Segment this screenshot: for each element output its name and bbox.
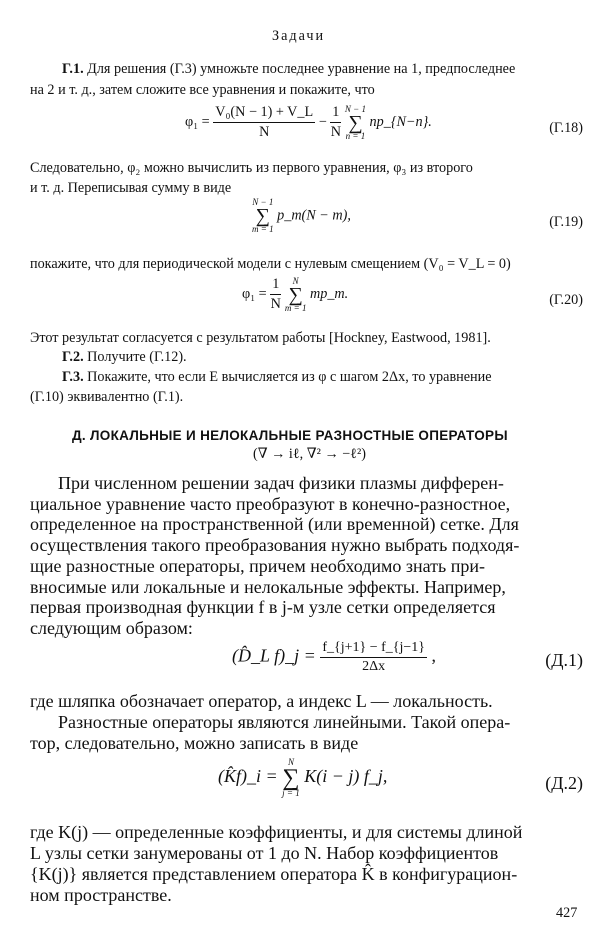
para3-line: ном пространстве.: [30, 885, 172, 905]
paragraph-2: [30, 691, 584, 754]
problem-g1-line2: на 2 и т. д., затем сложите все уравнения и покажите, что: [30, 82, 375, 98]
page-header: Задачи: [272, 28, 326, 44]
para3-line: {K(j)} является представлением оператора K̂ в конфигурацион-: [30, 864, 518, 884]
eq18-term: np_{N−n}.: [369, 113, 432, 130]
para2-line: тор, следовательно, можно записать в виде: [30, 733, 359, 753]
para1-line: первая производная функции f в j-м узле сетки определяется: [30, 597, 496, 618]
para2-line: Разностные операторы являются линейными. Такой опера-: [58, 712, 511, 732]
equation-g18: φ₁ = $\frac{\text{V₀(N − 1) + V\_L}}{N}$ − $\frac{1}{N}$ N − 1 ∑ n = 1 np_{N−n}.: [185, 103, 432, 141]
para3-line: где K(j) — определенные коэффициенты, и для системы длиной: [30, 822, 523, 842]
para3-line: L узлы сетки занумерованы от 1 до N. Набор коэффициентов: [30, 843, 499, 863]
eqD1-number: (Д.1): [545, 650, 583, 670]
eqD2-number: (Д.2): [545, 773, 583, 793]
page-number: 427: [556, 905, 578, 921]
equation-d2: (K̂f)_i = N ∑ j = 1 K(i − j) f_j,: [218, 757, 388, 798]
problem-g2: Г.2. Получите (Г.12).: [62, 349, 187, 365]
para1-line: При численном решении задач физики плазмы дифферен-: [58, 473, 504, 493]
problem-g1-label: Г.1.: [62, 61, 84, 77]
para1-line: определенное на пространственной (или временной) сетке. Для: [30, 514, 519, 535]
para1-line: следующим образом:: [30, 617, 193, 638]
paragraph-1: [30, 473, 584, 639]
paragraph-3: [30, 822, 584, 906]
problem-g1-line6: Этот результат согласуется с результатом работы [Hockney, Eastwood, 1981].: [30, 330, 491, 346]
para1-line: вносимые или локальные и нелокальные эффекты. Например,: [30, 576, 506, 597]
eq19-number: (Г.19): [549, 214, 583, 230]
section-subtitle: (∇ → iℓ, ∇² → −ℓ²): [253, 446, 366, 462]
problem-g1-line3: Следовательно, φ₂ можно вычислить из первого уравнения, φ₃ из второго: [30, 160, 473, 176]
section-title: Д. ЛОКАЛЬНЫЕ И НЕЛОКАЛЬНЫЕ РАЗНОСТНЫЕ ОПЕРАТОРЫ: [72, 428, 508, 443]
eq18-num1: V₀(N − 1) + V_L: [213, 104, 315, 123]
eq20-number: (Г.20): [549, 292, 583, 308]
equation-g20: φ₁ = $\frac{1}{N}$ N ∑ m = 1 mp_m.: [242, 275, 349, 313]
problem-g3-line2: (Г.10) эквивалентно (Г.1).: [30, 389, 184, 405]
equation-d1: (D̂_L f)_j = $\frac{f\_\{j+1\} - f\_\{j-1\}}{2\Delta x}$ ,: [232, 640, 436, 674]
para2-line: где шляпка обозначает оператор, а индекс L — локальность.: [30, 691, 493, 711]
para1-line: щие разностные операторы, причем необходимо знать при-: [30, 555, 485, 576]
problem-g1-line4: и т. д. Переписывая сумму в виде: [30, 180, 232, 196]
eq18-den1: N: [259, 124, 270, 140]
problem-g1-line5: покажите, что для периодической модели с нулевым смещением (V₀ = V_L = 0): [30, 256, 511, 272]
para1-line: осуществления такого преобразования нужно выбрать подходя-: [30, 535, 520, 556]
problem-g1-line1: Г.1. Для решения (Г.3) умножьте последнее уравнение на 1, предпоследнее: [62, 61, 516, 77]
problem-g3-line1: Г.3. Покажите, что если E вычисляется из φ с шагом 2Δx, то уравнение: [62, 369, 492, 385]
equation-g19: N − 1 ∑ m = 1 p_m(N − m),: [252, 197, 351, 234]
eq18-number: (Г.18): [549, 120, 583, 136]
para1-line: циальное уравнение часто преобразуют в конечно-разностное,: [30, 493, 511, 514]
